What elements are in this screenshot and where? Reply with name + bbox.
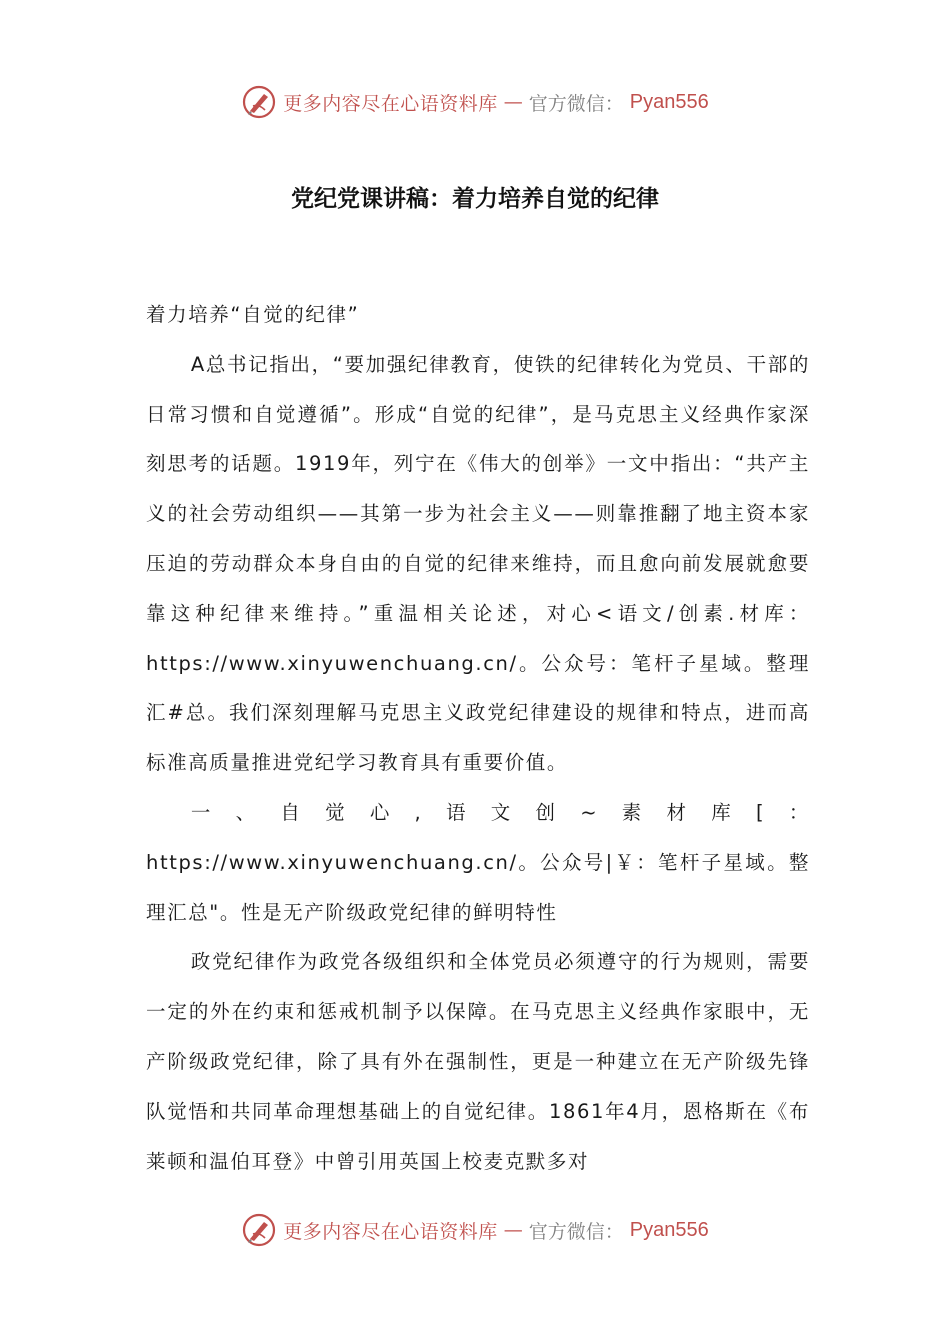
footer-wechat-label: 官方微信：: [528, 1220, 624, 1243]
pen-logo-icon: [241, 1212, 277, 1248]
paragraph: A总书记指出，“要加强纪律教育，使铁的纪律转化为党员、干部的日常习惯和自觉遵循”。形成“自觉的纪律”，是马克思主义经典作家深刻思考的话题。1919年，列宁在《伟大的创举》一文中指出：“共产主义的社会劳动组织——其第一步为社会主义——则靠推翻了地主资本家压迫的劳动群众本身自由的自觉的纪律来维持，而且愈向前发展就愈要靠这种纪律来维持。”重温相关论述，对心<语文/创素.材库：https://www.xinyuwenchuang.cn/。公众号：笔杆子星域。整理汇#总。我们深刻理解马克思主义政党纪律建设的规律和特点，进而高标准高质量推进党纪学习教育具有重要价值。: [146, 352, 810, 775]
footer-banner-inner: [241, 1212, 709, 1248]
footer-banner-text: 更多内容尽在心语资料库: [283, 1220, 498, 1243]
header-banner: [0, 80, 950, 124]
pen-logo-icon: [241, 84, 277, 120]
paragraph-heading: 着力培养“自觉的纪律”: [146, 303, 360, 326]
document-body: [146, 290, 810, 1186]
paragraph-section-heading: 一、自觉心,语文创~素材库[：https://www.xinyuwenchuang.cn/。公众号|￥：笔杆子星域。整理汇总"。性是无产阶级政党纪律的鲜明特性: [146, 800, 810, 924]
header-wechat-label: 官方微信：: [528, 92, 624, 115]
footer-wechat-id: Pyan556: [629, 1218, 709, 1241]
document-title: 党纪党课讲稿：着力培养自觉的纪律: [291, 185, 659, 212]
header-wechat-id: Pyan556: [629, 90, 709, 113]
footer-banner: [0, 1208, 950, 1252]
paragraph: 政党纪律作为政党各级组织和全体党员必须遵守的行为规则，需要一定的外在约束和惩戒机制予以保障。在马克思主义经典作家眼中，无产阶级政党纪律，除了具有外在强制性，更是一种建立在无产阶级先锋队觉悟和共同革命理想基础上的自觉纪律。1861年4月，恩格斯在《布莱顿和温伯耳登》中曾引用英国上校麦克默多对: [146, 950, 810, 1173]
header-banner-separator: —: [503, 91, 523, 113]
footer-banner-separator: —: [503, 1219, 523, 1241]
header-banner-text: 更多内容尽在心语资料库: [283, 92, 498, 115]
header-banner-inner: [241, 84, 709, 120]
